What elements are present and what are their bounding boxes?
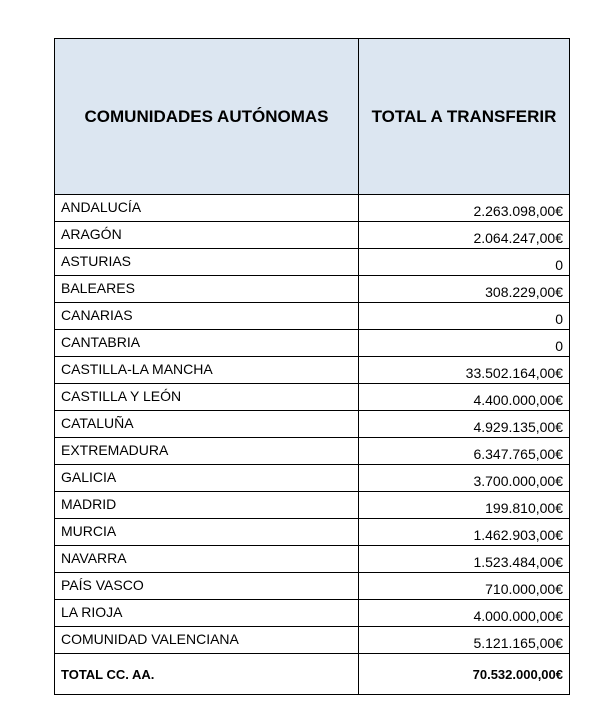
row-amount: 3.700.000,00€ xyxy=(359,465,570,492)
table-row xyxy=(55,519,570,546)
row-amount: 4.400.000,00€ xyxy=(359,384,570,411)
row-region-name: CANARIAS xyxy=(55,303,359,330)
row-region-name: EXTREMADURA xyxy=(55,438,359,465)
table-row xyxy=(55,546,570,573)
table-row xyxy=(55,357,570,384)
row-region-name: COMUNIDAD VALENCIANA xyxy=(55,627,359,654)
row-region-name: MADRID xyxy=(55,492,359,519)
table-row xyxy=(55,303,570,330)
row-region-name: PAÍS VASCO xyxy=(55,573,359,600)
total-label: TOTAL CC. AA. xyxy=(55,654,359,695)
table-row xyxy=(55,492,570,519)
table-row xyxy=(55,195,570,222)
table-header-row xyxy=(55,39,570,195)
row-region-name: MURCIA xyxy=(55,519,359,546)
row-amount: 0 xyxy=(359,330,570,357)
table-row xyxy=(55,411,570,438)
transfers-table xyxy=(54,38,570,695)
row-amount: 6.347.765,00€ xyxy=(359,438,570,465)
row-region-name: GALICIA xyxy=(55,465,359,492)
row-region-name: ANDALUCÍA xyxy=(55,195,359,222)
header-region: COMUNIDADES AUTÓNOMAS xyxy=(55,39,359,195)
header-total: TOTAL A TRANSFERIR xyxy=(359,39,570,195)
row-amount: 1.523.484,00€ xyxy=(359,546,570,573)
table-row xyxy=(55,249,570,276)
table-row xyxy=(55,276,570,303)
row-amount: 4.929.135,00€ xyxy=(359,411,570,438)
row-amount: 199.810,00€ xyxy=(359,492,570,519)
row-region-name: LA RIOJA xyxy=(55,600,359,627)
row-amount: 710.000,00€ xyxy=(359,573,570,600)
row-amount: 0 xyxy=(359,249,570,276)
total-amount: 70.532.000,00€ xyxy=(359,654,570,695)
row-region-name: ASTURIAS xyxy=(55,249,359,276)
row-region-name: BALEARES xyxy=(55,276,359,303)
table-row xyxy=(55,222,570,249)
row-amount: 33.502.164,00€ xyxy=(359,357,570,384)
row-region-name: CATALUÑA xyxy=(55,411,359,438)
row-amount: 1.462.903,00€ xyxy=(359,519,570,546)
row-amount: 0 xyxy=(359,303,570,330)
row-region-name: CANTABRIA xyxy=(55,330,359,357)
table-row xyxy=(55,438,570,465)
row-amount: 4.000.000,00€ xyxy=(359,600,570,627)
table-row xyxy=(55,627,570,654)
table-row xyxy=(55,384,570,411)
row-region-name: NAVARRA xyxy=(55,546,359,573)
row-region-name: CASTILLA Y LEÓN xyxy=(55,384,359,411)
table-row xyxy=(55,573,570,600)
row-amount: 2.263.098,00€ xyxy=(359,195,570,222)
row-amount: 2.064.247,00€ xyxy=(359,222,570,249)
table-row xyxy=(55,465,570,492)
row-amount: 308.229,00€ xyxy=(359,276,570,303)
table-row xyxy=(55,330,570,357)
table-row xyxy=(55,600,570,627)
total-row xyxy=(55,654,570,695)
row-region-name: ARAGÓN xyxy=(55,222,359,249)
row-region-name: CASTILLA-LA MANCHA xyxy=(55,357,359,384)
row-amount: 5.121.165,00€ xyxy=(359,627,570,654)
